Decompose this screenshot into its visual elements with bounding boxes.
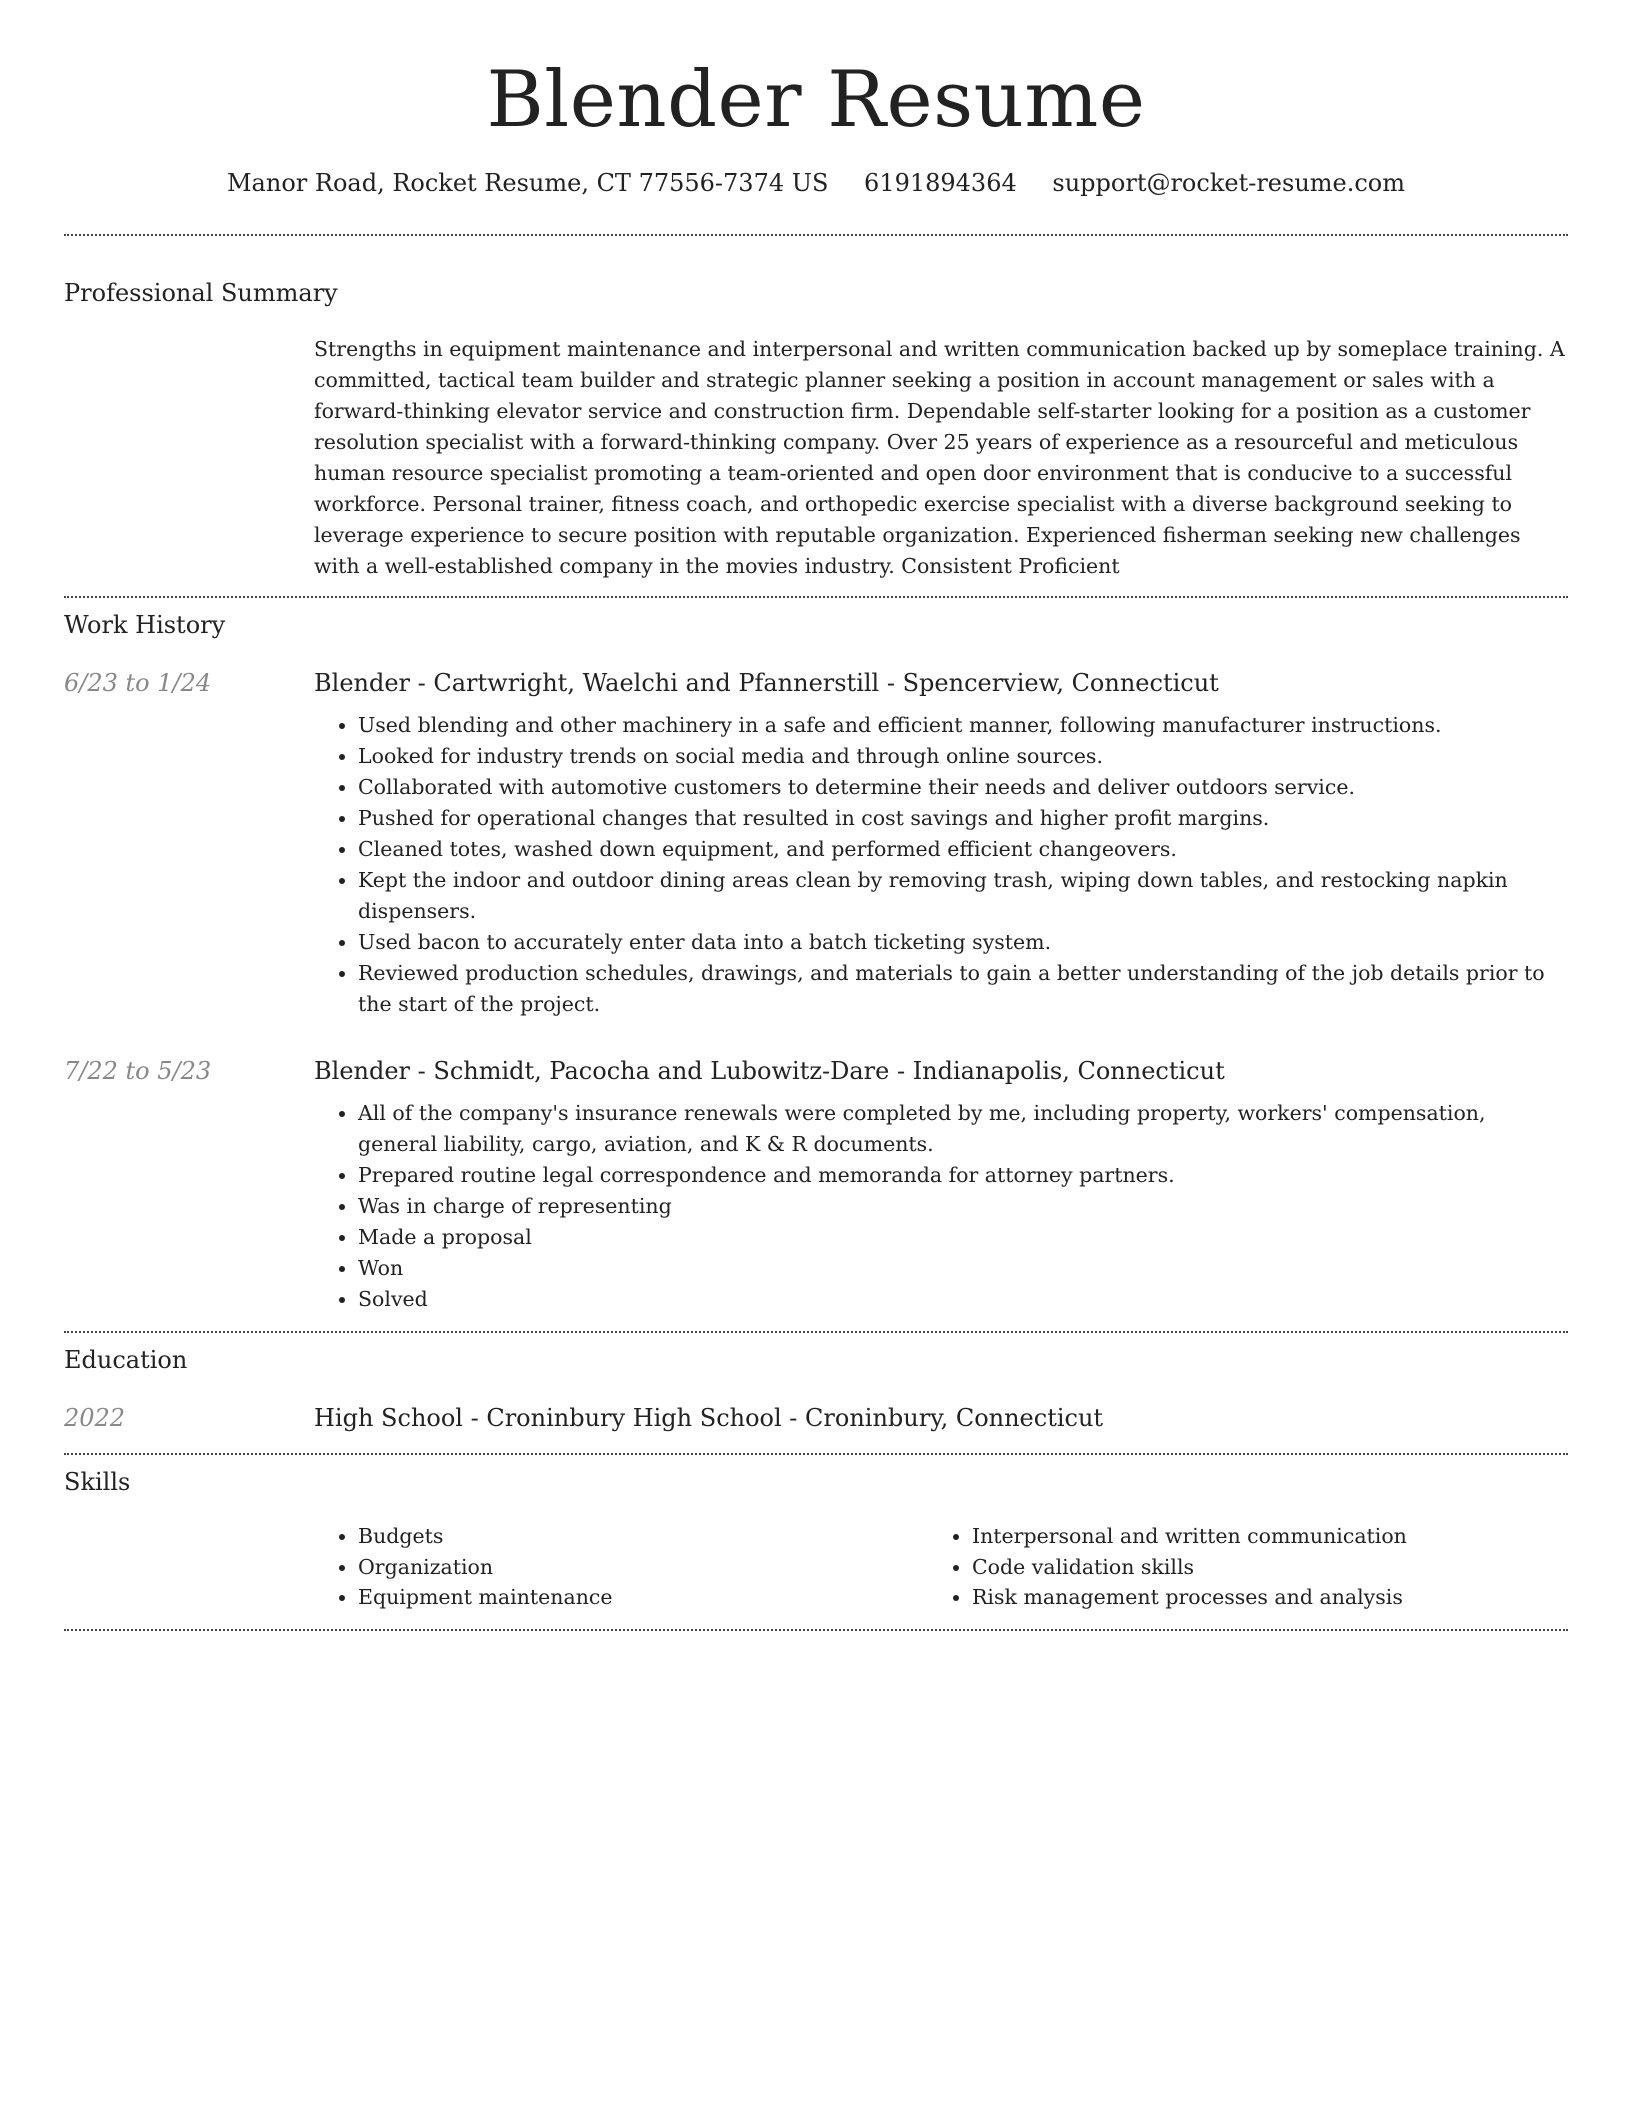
skills-section	[64, 1467, 1568, 1613]
list-item: • Prepared routine legal correspondence and memoranda for attorney partners.	[358, 1160, 1568, 1191]
work-section	[64, 610, 1568, 1315]
list-item: • Made a proposal	[358, 1222, 1568, 1253]
list-item: • Collaborated with automotive customers to determine their needs and deliver outdoors service.	[358, 772, 1568, 803]
resume-name: Blender Resume	[486, 55, 1146, 145]
divider	[64, 1331, 1568, 1333]
list-item: • Pushed for operational changes that resulted in cost savings and higher profit margins.	[358, 803, 1568, 834]
contact-address: Manor Road, Rocket Resume, CT 77556-7374 US	[226, 169, 829, 197]
skills-column-right	[928, 1521, 1542, 1613]
list-item: • Won	[358, 1253, 1568, 1284]
list-item: • Was in charge of representing	[358, 1191, 1568, 1222]
list-item: • Risk management processes and analysis	[972, 1582, 1542, 1613]
job-dates: 7/22 to 5/23	[64, 1057, 212, 1085]
divider	[64, 1453, 1568, 1455]
job-heading: Blender - Schmidt, Pacocha and Lubowitz-Dare - Indianapolis, Connecticut	[314, 1057, 1225, 1085]
job-bullets	[314, 1098, 1568, 1315]
list-item: • Interpersonal and written communication	[972, 1521, 1542, 1552]
job-dates: 6/23 to 1/24	[64, 669, 212, 697]
list-item: • Budgets	[358, 1521, 928, 1552]
list-item: • Looked for industry trends on social media and through online sources.	[358, 741, 1568, 772]
divider	[64, 1629, 1568, 1631]
list-item: • Used bacon to accurately enter data into a batch ticketing system.	[358, 927, 1568, 958]
skills-column-left	[314, 1521, 928, 1613]
list-item: • Reviewed production schedules, drawings, and materials to gain a better understanding of the job details prior to the start of the project.	[358, 958, 1568, 1020]
job-heading: Blender - Cartwright, Waelchi and Pfannerstill - Spencerview, Connecticut	[314, 669, 1219, 697]
job-bullets	[314, 710, 1568, 1020]
list-item: • Cleaned totes, washed down equipment, and performed efficient changeovers.	[358, 834, 1568, 865]
list-item: • Solved	[358, 1284, 1568, 1315]
summary-section	[64, 278, 1568, 582]
list-item: • Used blending and other machinery in a safe and efficient manner, following manufacturer instructions.	[358, 710, 1568, 741]
education-heading: High School - Croninbury High School - Croninbury, Connecticut	[314, 1404, 1104, 1432]
section-title-education: Education	[64, 1346, 188, 1374]
education-entry	[64, 1403, 1568, 1433]
section-title-work: Work History	[64, 611, 226, 639]
education-year: 2022	[64, 1404, 126, 1432]
skills-list	[314, 1521, 1568, 1613]
list-item: • Organization	[358, 1552, 928, 1583]
divider	[64, 234, 1568, 236]
job-entry	[64, 1056, 1568, 1315]
contact-phone: 6191894364	[864, 169, 1017, 197]
resume-page	[64, 0, 1568, 1631]
divider	[64, 596, 1568, 598]
list-item: • All of the company's insurance renewals were completed by me, including property, workers' compensation, general liability, cargo, aviation, and K & R documents.	[358, 1098, 1568, 1160]
contact-line	[64, 168, 1568, 198]
contact-email[interactable]: support@rocket-resume.com	[1052, 169, 1406, 197]
section-title-skills: Skills	[64, 1468, 131, 1496]
job-entry	[64, 668, 1568, 1020]
list-item: • Code validation skills	[972, 1552, 1542, 1583]
summary-text: Strengths in equipment maintenance and interpersonal and written communication backed up by someplace training. A committed, tactical team builder and strategic planner seeking a position in account management or sales with a forward-thinking elevator service and construction firm. Dependable self-starter looking for a position as a customer resolution specialist with a forward-thinking company. Over 25 years of experience as a resourceful and meticulous human resource specialist promoting a team-oriented and open door environment that is conducive to a successful workforce. Personal trainer, fitness coach, and orthopedic exercise specialist with a diverse background seeking to leverage experience to secure position with reputable organization. Experienced fisherman seeking new challenges with a well-established company in the movies industry. Consistent Proficient	[314, 337, 1565, 578]
list-item: • Equipment maintenance	[358, 1582, 928, 1613]
list-item: • Kept the indoor and outdoor dining areas clean by removing trash, wiping down tables, and restocking napkin dispensers.	[358, 865, 1568, 927]
education-section	[64, 1345, 1568, 1433]
section-title-summary: Professional Summary	[64, 279, 338, 307]
